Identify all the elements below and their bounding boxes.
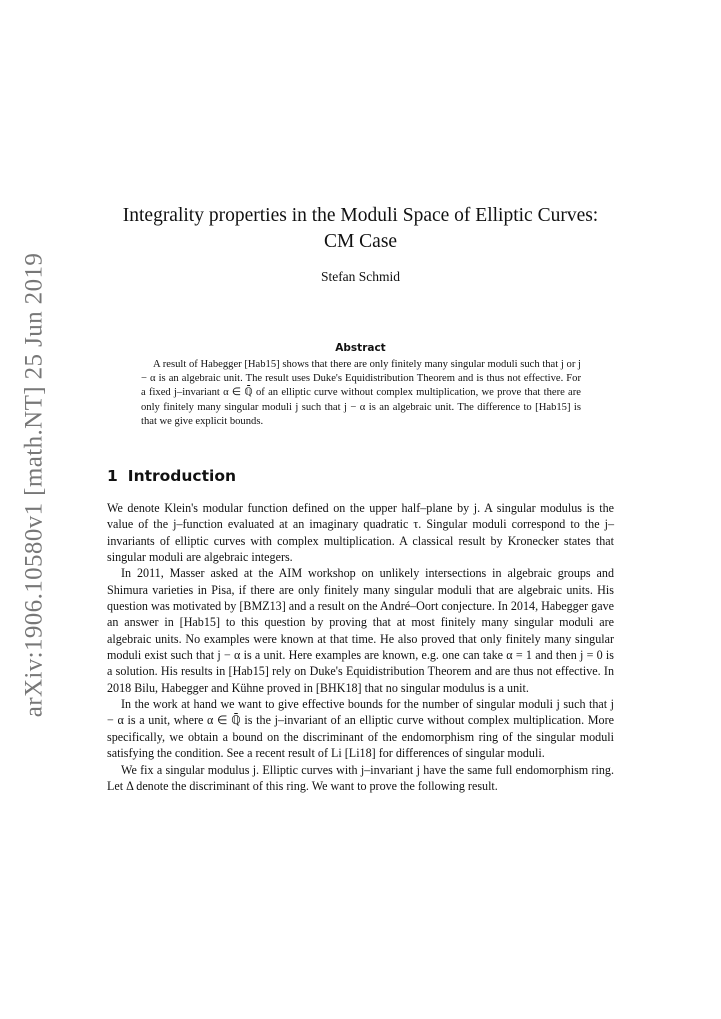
paragraph: We denote Klein's modular function defined on the upper half–plane by j. A singular modulus is the value of the j–function evaluated at an imaginary quadratic τ. Singular moduli correspond to the j–invariants of elliptic curves with complex multiplication. A classical result by Kronecker states that singular moduli are algebraic integers.	[107, 501, 614, 565]
abstract-text: A result of Habegger [Hab15] shows that there are only finitely many singular moduli such that j or j − α is an algebraic unit. The result uses Duke's Equidistribution Theorem and is thus not effective. For a fixed j–invariant α ∈ ℚ̄ of an elliptic curve without complex multiplication, we prove that there are only finitely many singular moduli j such that j − α is an algebraic unit. The difference to [Hab15] is that we give explicit bounds.	[141, 359, 581, 427]
section-title: Introduction	[127, 467, 237, 485]
paragraph: We fix a singular modulus j. Elliptic curves with j–invariant j have the same full endomorphism ring. Let Δ denote the discriminant of this ring. We want to prove the following result.	[107, 762, 614, 793]
section-body	[107, 500, 614, 794]
abstract-heading: Abstract	[335, 342, 386, 354]
section-heading	[107, 467, 615, 485]
arxiv-identifier-stamp	[12, 252, 56, 718]
paper-title: Integrality properties in the Moduli Space of Elliptic Curves: CM Case	[122, 205, 599, 252]
paragraph: In 2011, Masser asked at the AIM workshop on unlikely intersections in algebraic groups and Shimura varieties in Pisa, if there are only finitely many singular moduli that are algebraic units. His question was motivated by [BMZ13] and a result on the André–Oort conjecture. In 2014, Habegger gave an answer in [Hab15] to this question by proving that at most finitely many singular moduli are algebraic units. No examples were known at that time. He also proved that only finitely many singular moduli exist such that j − α is a unit. Here examples are known, e.g. one can take α = 1 and then j = 0 is a solution. His results in [Hab15] rely on Duke's Equidistribution Theorem and are thus not effective. In 2018 Bilu, Habegger and Kühne proved in [BHK18] that no singular modulus is a unit.	[107, 566, 614, 695]
paragraph: In the work at hand we want to give effective bounds for the number of singular moduli j such that j − α is a unit, where α ∈ ℚ̄ is the j–invariant of an elliptic curve without complex multiplication. More specifically, we obtain a bound on the discriminant of the endomorphism ring of the singular moduli satisfying the condition. See a recent result of Li [Li18] for differences of singular moduli.	[107, 697, 614, 761]
arxiv-identifier-text: arXiv:1906.10580v1 [math.NT] 25 Jun 2019	[20, 252, 47, 718]
section-number: 1	[107, 467, 118, 485]
author-name: Stefan Schmid	[320, 269, 401, 284]
